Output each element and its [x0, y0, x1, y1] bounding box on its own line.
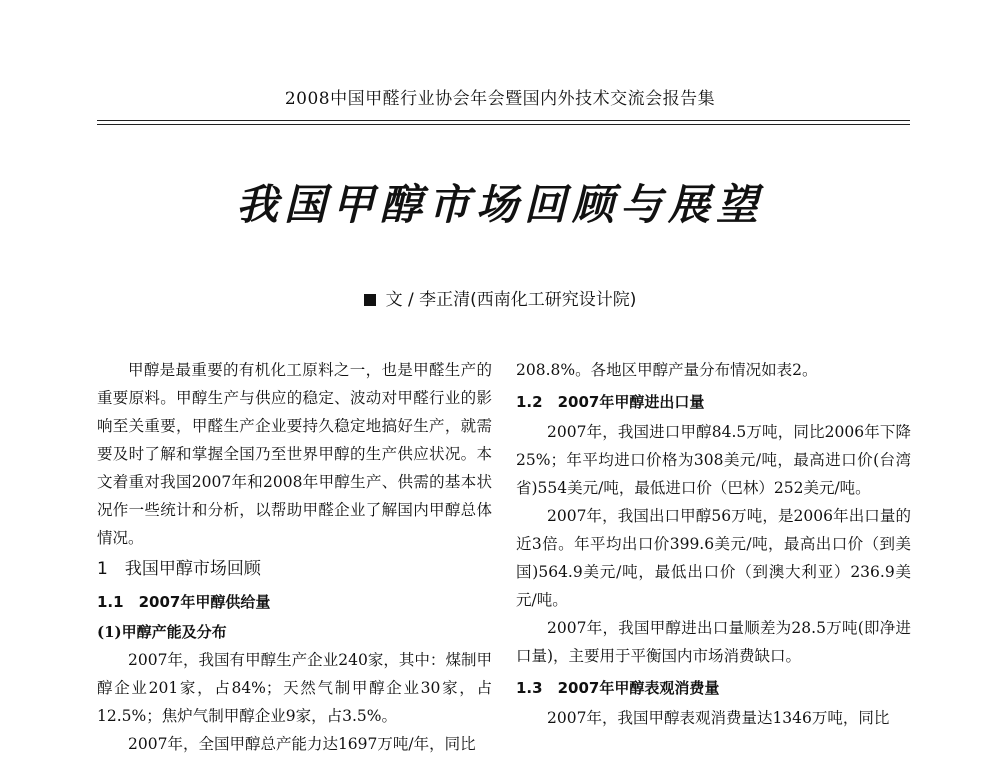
running-header: 2008中国甲醛行业协会年会暨国内外技术交流会报告集: [284, 89, 716, 109]
byline-text: 文 / 李正清(西南化工研究设计院): [385, 290, 637, 310]
byline: [0, 285, 1000, 310]
header-rule-bottom: [97, 124, 910, 125]
import-paragraph: 2007年，我国进口甲醇84.5万吨，同比2006年下降25%；年平均进口价格为308美元/吨，最高进口价(台湾省)554美元/吨，最低进口价（巴林）252美元/吨。: [516, 423, 911, 497]
section-1-1-heading: 1.1 2007年甲醇供给量: [97, 593, 271, 611]
left-column: [97, 356, 492, 758]
right-column: [516, 356, 911, 732]
producers-paragraph: 2007年，我国有甲醇生产企业240家，其中：煤制甲醇企业201家，占84%；天然气制甲醇企业30家，占12.5%；焦炉气制甲醇企业9家，占3.5%。: [97, 651, 492, 725]
consumption-paragraph: 2007年，我国甲醇表观消费量达1346万吨，同比: [547, 709, 890, 727]
export-paragraph: 2007年，我国出口甲醇56万吨，是2006年出口量的近3倍。年平均出口价399.6美元/吨，最高出口价（到美国)564.9美元/吨，最低出口价（到澳大利亚）236.9美元/吨。: [516, 507, 911, 609]
header-rule-top: [97, 120, 910, 121]
net-import-paragraph: 2007年，我国甲醇进出口量顺差为28.5万吨(即净进口量)，主要用于平衡国内市场消费缺口。: [516, 619, 911, 665]
subsection-capacity-heading: (1)甲醇产能及分布: [97, 623, 227, 641]
capacity-paragraph: 2007年，全国甲醇总产能力达1697万吨/年，同比: [128, 735, 476, 753]
section-1-3-heading: 1.3 2007年甲醇表观消费量: [516, 679, 720, 697]
intro-paragraph: 甲醇是最重要的有机化工原料之一，也是甲醛生产的重要原料。甲醇生产与供应的稳定、波动对甲醛行业的影响至关重要，甲醛生产企业要持久稳定地搞好生产，就需要及时了解和掌握全国乃至世界甲醇的生产供应状况。本文着重对我国2007年和2008年甲醇生产、供需的基本状况作一些统计和分析，以帮助甲醛企业了解国内甲醇总体情况。: [97, 361, 492, 547]
continued-paragraph: 208.8%。各地区甲醇产量分布情况如表2。: [516, 361, 818, 379]
section-1-2-heading: 1.2 2007年甲醇进出口量: [516, 393, 705, 411]
article-title: 我国甲醇市场回顾与展望: [235, 180, 764, 229]
section-1-heading: 1 我国甲醇市场回顾: [97, 559, 261, 579]
byline-square-icon: [364, 294, 376, 306]
